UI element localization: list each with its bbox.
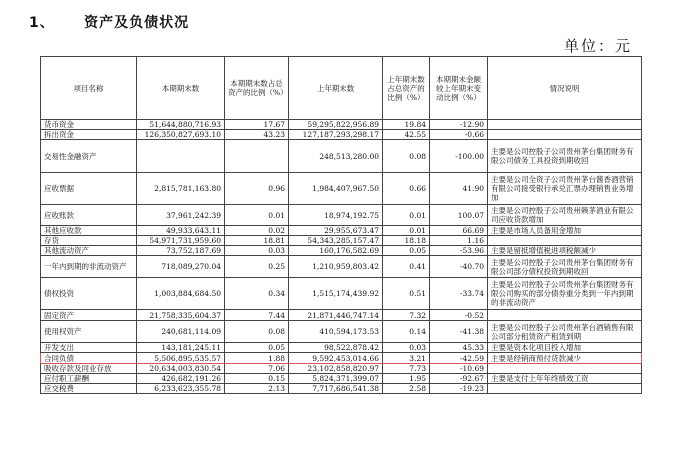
- cell-note: 主要是公司控股子公司贵州茅台集团财务有限公司债务工具投资到期收回: [488, 140, 642, 173]
- cell-change-ratio: -42.59: [430, 353, 488, 364]
- header-current-amount: 本期期末数: [137, 57, 225, 120]
- header-prior-amount: 上年期末数: [289, 57, 383, 120]
- cell-change-ratio: -19.23: [430, 384, 488, 394]
- cell-prior-amount: 23,102,858,820.97: [289, 364, 383, 374]
- cell-note: 主要是公司控股子公司贵州茅台酒销售有限公司部分租赁资产租赁到期: [488, 321, 642, 343]
- cell-prior-amount: 7,717,686,541.38: [289, 384, 383, 394]
- table-row: [41, 343, 642, 353]
- cell-item-name: 货币资金: [41, 120, 137, 130]
- cell-current-amount: 126,350,827,693.10: [137, 130, 225, 140]
- cell-prior-ratio: 19.84: [383, 120, 430, 130]
- table-row: [41, 310, 642, 321]
- header-item-name: 项目名称: [41, 57, 137, 120]
- cell-current-ratio: 0.03: [225, 246, 289, 256]
- cell-item-name: 应收账款: [41, 205, 137, 226]
- cell-note: 主要是资本化项目投入增加: [488, 343, 642, 353]
- cell-item-name: 其他应收款: [41, 226, 137, 236]
- cell-note: [488, 236, 642, 246]
- cell-current-amount: 20,634,003,830.54: [137, 364, 225, 374]
- cell-prior-amount: 18,974,192.75: [289, 205, 383, 226]
- cell-prior-ratio: 0.01: [383, 226, 430, 236]
- cell-prior-amount: 248,513,280.00: [289, 140, 383, 173]
- cell-change-ratio: -41.38: [430, 321, 488, 343]
- cell-current-amount: 6,233,623,355.78: [137, 384, 225, 394]
- cell-prior-amount: 1,984,407,967.50: [289, 173, 383, 205]
- table-row: [41, 374, 642, 384]
- cell-note: 主要是经销商预付货款减少: [488, 353, 642, 364]
- cell-change-ratio: -0.52: [430, 310, 488, 321]
- cell-prior-ratio: 0.51: [383, 278, 430, 310]
- header-change-ratio: 本期期末金额较上年期末变动比例（%）: [430, 57, 488, 120]
- cell-prior-amount: 410,594,173.53: [289, 321, 383, 343]
- cell-current-amount: 73,752,187.69: [137, 246, 225, 256]
- cell-current-ratio: 0.96: [225, 173, 289, 205]
- cell-prior-amount: 1,210,959,803.42: [289, 256, 383, 278]
- table-row: [41, 130, 642, 140]
- cell-prior-ratio: 0.01: [383, 205, 430, 226]
- cell-change-ratio: 1.16: [430, 236, 488, 246]
- cell-change-ratio: 45.33: [430, 343, 488, 353]
- header-note: 情况说明: [488, 57, 642, 120]
- cell-item-name: 拆出资金: [41, 130, 137, 140]
- unit-label: 单位：元: [563, 37, 632, 55]
- cell-current-amount: 426,682,191.26: [137, 374, 225, 384]
- table-row: [41, 364, 642, 374]
- cell-current-amount: 1,003,884,684.50: [137, 278, 225, 310]
- cell-item-name: 使用权资产: [41, 321, 137, 343]
- cell-current-ratio: 0.08: [225, 321, 289, 343]
- cell-current-ratio: 43.23: [225, 130, 289, 140]
- cell-change-ratio: -92.67: [430, 374, 488, 384]
- cell-prior-ratio: 2.58: [383, 384, 430, 394]
- cell-current-ratio: 7.06: [225, 364, 289, 374]
- cell-change-ratio: 100.07: [430, 205, 488, 226]
- header-current-ratio: 本期期末数占总资产的比例（%）: [225, 57, 289, 120]
- cell-prior-ratio: 0.08: [383, 140, 430, 173]
- cell-current-ratio: 7.44: [225, 310, 289, 321]
- cell-note: 主要是公司控股子公司贵州茅台集团财务有限公司购买的部分债券重分类到一年内到期的非流动资产: [488, 278, 642, 310]
- table-row: [41, 256, 642, 278]
- cell-current-ratio: 0.25: [225, 256, 289, 278]
- cell-prior-ratio: 0.14: [383, 321, 430, 343]
- cell-current-ratio: 0.02: [225, 226, 289, 236]
- cell-change-ratio: -10.69: [430, 364, 488, 374]
- table-row: [41, 205, 642, 226]
- table-row: [41, 236, 642, 246]
- cell-current-amount: 5,506,895,535.57: [137, 353, 225, 364]
- cell-current-ratio: 18.81: [225, 236, 289, 246]
- table-row: [41, 353, 642, 364]
- cell-note: 主要是公司控股子公司贵州赖茅酒业有限公司应收货款增加: [488, 205, 642, 226]
- table-row: [41, 120, 642, 130]
- cell-current-amount: 21,758,335,604.37: [137, 310, 225, 321]
- table-row: [41, 140, 642, 173]
- cell-change-ratio: -12.90: [430, 120, 488, 130]
- cell-change-ratio: -100.00: [430, 140, 488, 173]
- cell-prior-amount: 5,824,371,399.07: [289, 374, 383, 384]
- cell-prior-amount: 127,187,293,298.17: [289, 130, 383, 140]
- cell-item-name: 一年内到期的非流动资产: [41, 256, 137, 278]
- cell-prior-ratio: 0.66: [383, 173, 430, 205]
- cell-prior-ratio: 0.05: [383, 246, 430, 256]
- cell-prior-ratio: 18.18: [383, 236, 430, 246]
- cell-prior-ratio: 3.21: [383, 353, 430, 364]
- cell-item-name: 债权投资: [41, 278, 137, 310]
- cell-item-name: 应交税费: [41, 384, 137, 394]
- cell-prior-amount: 9,592,453,014.66: [289, 353, 383, 364]
- cell-item-name: 应收票据: [41, 173, 137, 205]
- cell-change-ratio: -33.74: [430, 278, 488, 310]
- cell-note: 主要是市场人员备用金增加: [488, 226, 642, 236]
- cell-change-ratio: 41.90: [430, 173, 488, 205]
- section-number: 1、: [29, 15, 55, 31]
- cell-current-amount: 51,644,880,716.93: [137, 120, 225, 130]
- cell-prior-amount: 1,515,174,439.92: [289, 278, 383, 310]
- cell-current-amount: 49,933,643.11: [137, 226, 225, 236]
- cell-prior-amount: 160,176,582.69: [289, 246, 383, 256]
- cell-note: 主要是留抵增值税进项税额减少: [488, 246, 642, 256]
- table-row: [41, 384, 642, 394]
- cell-item-name: 应付职工薪酬: [41, 374, 137, 384]
- cell-change-ratio: -40.70: [430, 256, 488, 278]
- cell-current-ratio: 1.88: [225, 353, 289, 364]
- table-row: [41, 173, 642, 205]
- cell-prior-amount: 21,871,446,747.14: [289, 310, 383, 321]
- cell-note: [488, 310, 642, 321]
- table-header-row: [41, 57, 642, 120]
- cell-current-ratio: 0.15: [225, 374, 289, 384]
- cell-prior-ratio: 1.95: [383, 374, 430, 384]
- cell-current-ratio: [225, 140, 289, 173]
- cell-note: [488, 384, 642, 394]
- cell-item-name: 开发支出: [41, 343, 137, 353]
- cell-prior-amount: 29,955,673.47: [289, 226, 383, 236]
- cell-current-ratio: 0.01: [225, 205, 289, 226]
- cell-prior-ratio: 0.41: [383, 256, 430, 278]
- cell-prior-ratio: 7.32: [383, 310, 430, 321]
- cell-prior-amount: 54,343,285,157.47: [289, 236, 383, 246]
- cell-prior-amount: 59,295,822,956.89: [289, 120, 383, 130]
- cell-note: [488, 120, 642, 130]
- cell-change-ratio: -0.66: [430, 130, 488, 140]
- table-row: [41, 226, 642, 236]
- table-row: [41, 321, 642, 343]
- cell-note: 主要是支付上年年终绩效工资: [488, 374, 642, 384]
- cell-item-name: 固定资产: [41, 310, 137, 321]
- cell-current-amount: 143,181,245.11: [137, 343, 225, 353]
- cell-current-amount: 54,971,731,959.60: [137, 236, 225, 246]
- cell-change-ratio: 66.69: [430, 226, 488, 236]
- balance-sheet-table: [40, 56, 642, 394]
- table-body: [41, 120, 642, 394]
- cell-item-name: 合同负债: [41, 353, 137, 364]
- cell-item-name: 其他流动资产: [41, 246, 137, 256]
- cell-current-amount: 2,815,781,163.80: [137, 173, 225, 205]
- cell-current-ratio: 2.13: [225, 384, 289, 394]
- cell-current-amount: 718,089,270.04: [137, 256, 225, 278]
- cell-current-ratio: 0.34: [225, 278, 289, 310]
- cell-note: 主要是公司全资子公司贵州茅台酱香酒营销有限公司接受银行承兑汇票办理销售业务增加: [488, 173, 642, 205]
- cell-change-ratio: -53.96: [430, 246, 488, 256]
- cell-item-name: 吸收存款及同业存放: [41, 364, 137, 374]
- cell-current-ratio: 17.67: [225, 120, 289, 130]
- cell-note: [488, 130, 642, 140]
- cell-current-ratio: 0.05: [225, 343, 289, 353]
- cell-prior-ratio: 7.73: [383, 364, 430, 374]
- cell-prior-ratio: 0.03: [383, 343, 430, 353]
- section-title: [29, 12, 189, 32]
- table-row: [41, 246, 642, 256]
- cell-item-name: 交易性金融资产: [41, 140, 137, 173]
- cell-current-amount: 240,681,114.09: [137, 321, 225, 343]
- cell-item-name: 存货: [41, 236, 137, 246]
- cell-note: [488, 364, 642, 374]
- header-prior-ratio: 上年期末数占总资产的比例（%）: [383, 57, 430, 120]
- cell-prior-amount: 98,522,878.42: [289, 343, 383, 353]
- section-heading: 资产及负债状况: [84, 15, 190, 31]
- cell-note: 主要是公司控股子公司贵州茅台集团财务有限公司部分债权投资到期收回: [488, 256, 642, 278]
- cell-current-amount: [137, 140, 225, 173]
- cell-prior-ratio: 42.55: [383, 130, 430, 140]
- cell-current-amount: 37,961,242.39: [137, 205, 225, 226]
- table-row: [41, 278, 642, 310]
